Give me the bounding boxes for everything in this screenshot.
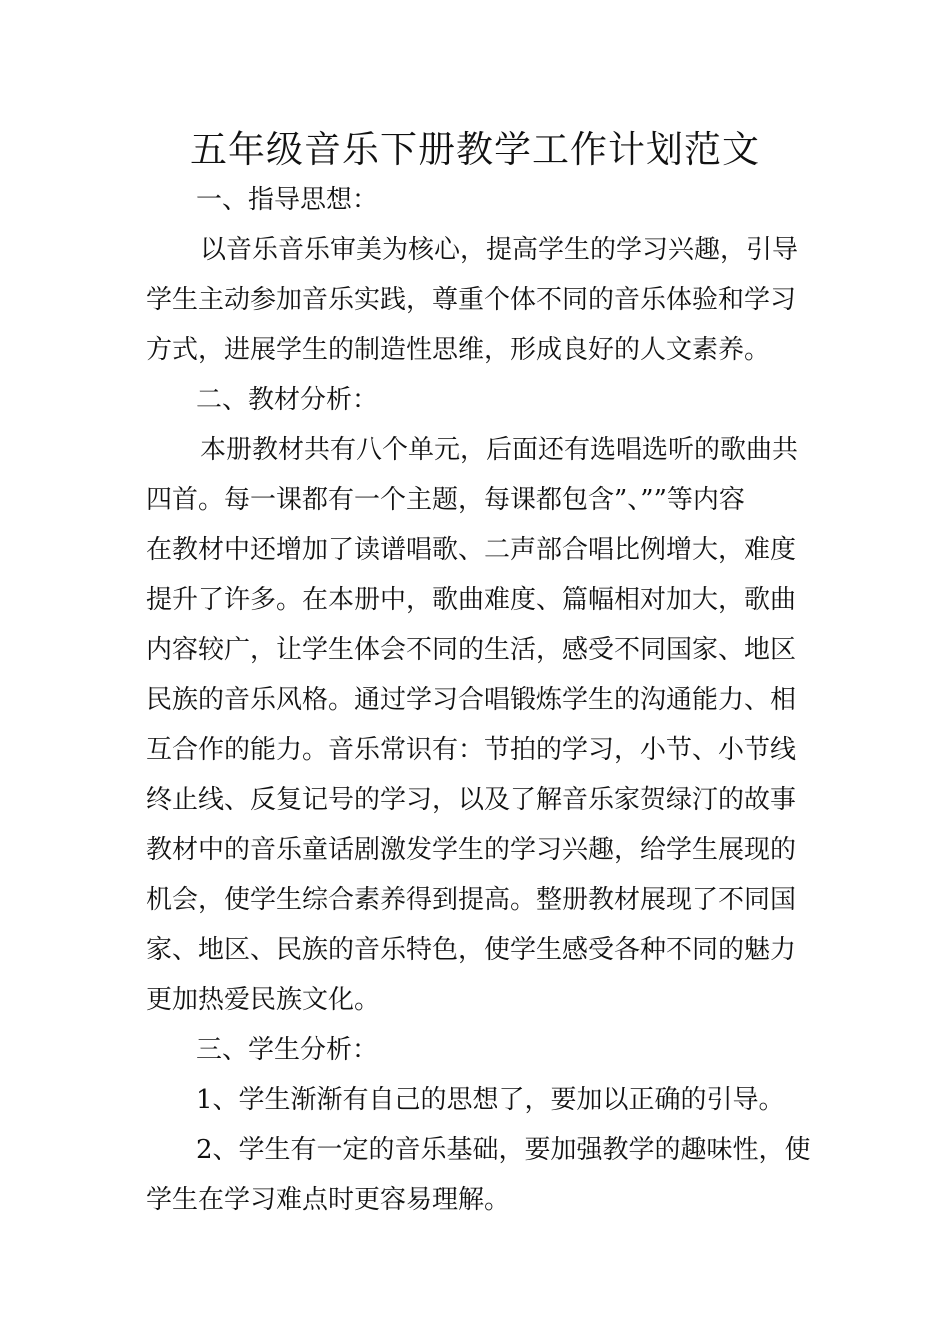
section-heading-student-analysis: 三、学生分析： bbox=[196, 1035, 379, 1065]
paragraph-line: 民族的音乐风格。通过学习合唱锻炼学生的沟通能力、相 bbox=[146, 685, 797, 715]
paragraph-line: 互合作的能力。音乐常识有：节拍的学习，小节、小节线 bbox=[146, 735, 797, 765]
paragraph-line: 提升了许多。在本册中，歌曲难度、篇幅相对加大，歌曲 bbox=[146, 585, 797, 615]
paragraph-line: 以音乐音乐审美为核心，提高学生的学习兴趣，引导 bbox=[200, 235, 799, 265]
numbered-item-2: 2、学生有一定的音乐基础，要加强教学的趣味性，使 bbox=[196, 1135, 811, 1165]
paragraph-line: 在教材中还增加了读谱唱歌、二声部合唱比例增大，难度 bbox=[146, 535, 797, 565]
section-heading-textbook-analysis: 二、教材分析： bbox=[196, 385, 379, 415]
document-title: 五年级音乐下册教学工作计划范文 bbox=[190, 128, 760, 171]
paragraph-line: 四首。每一课都有一个主题，每课都包含”、””等内容 bbox=[146, 485, 745, 515]
paragraph-line: 学生在学习难点时更容易理解。 bbox=[146, 1185, 511, 1215]
section-heading-guiding-thought: 一、指导思想： bbox=[196, 185, 379, 215]
numbered-item-1: 1、学生渐渐有自己的思想了，要加以正确的引导。 bbox=[196, 1085, 785, 1115]
paragraph-line: 家、地区、民族的音乐特色，使学生感受各种不同的魅力 bbox=[146, 935, 797, 965]
paragraph-line: 教材中的音乐童话剧激发学生的学习兴趣，给学生展现的 bbox=[146, 835, 797, 865]
paragraph-line: 学生主动参加音乐实践，尊重个体不同的音乐体验和学习 bbox=[146, 285, 797, 315]
paragraph-line: 更加热爱民族文化。 bbox=[146, 985, 381, 1015]
paragraph-line: 内容较广，让学生体会不同的生活，感受不同国家、地区 bbox=[146, 635, 797, 665]
paragraph-line: 本册教材共有八个单元，后面还有选唱选听的歌曲共 bbox=[200, 435, 799, 465]
paragraph-line: 终止线、反复记号的学习，以及了解音乐家贺绿汀的故事 bbox=[146, 785, 797, 815]
paragraph-line: 方式，进展学生的制造性思维，形成良好的人文素养。 bbox=[146, 335, 771, 365]
paragraph-line: 机会，使学生综合素养得到提高。整册教材展现了不同国 bbox=[146, 885, 797, 915]
